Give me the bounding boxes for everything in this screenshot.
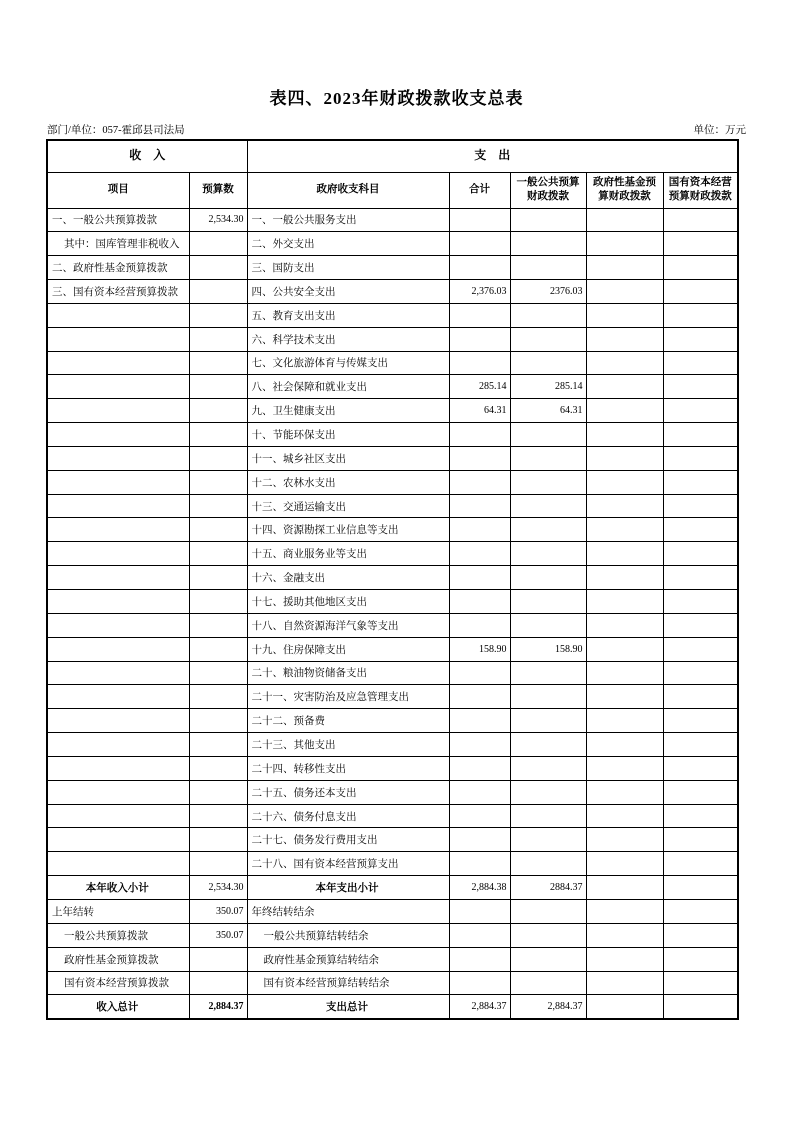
- income-item-cell: 政府性基金预算拨款: [47, 947, 189, 971]
- expense-general-budget-cell: [510, 852, 586, 876]
- expense-total-cell: [449, 518, 510, 542]
- expense-govfund-budget-cell: [586, 590, 663, 614]
- col-header-item: 项目: [47, 172, 189, 208]
- income-item-cell: [47, 852, 189, 876]
- expense-stateop-budget-cell: [663, 208, 738, 232]
- table-row: [47, 685, 738, 709]
- expense-stateop-budget-cell: [663, 375, 738, 399]
- expense-subject-cell: 一般公共预算结转结余: [247, 923, 449, 947]
- income-item-cell: 国有资本经营预算拨款: [47, 971, 189, 995]
- income-budget-cell: [189, 375, 247, 399]
- expense-subject-cell: 六、科学技术支出: [247, 327, 449, 351]
- expense-subject-cell: 政府性基金预算结转结余: [247, 947, 449, 971]
- table-row: [47, 494, 738, 518]
- expense-govfund-budget-cell: [586, 518, 663, 542]
- expense-govfund-budget-cell: [586, 661, 663, 685]
- income-item-cell: [47, 637, 189, 661]
- expense-subject-cell: 十三、交通运输支出: [247, 494, 449, 518]
- income-item-cell: [47, 685, 189, 709]
- table-row: [47, 566, 738, 590]
- income-item-cell: [47, 780, 189, 804]
- expense-general-budget-cell: [510, 494, 586, 518]
- income-budget-cell: [189, 947, 247, 971]
- expense-general-budget-cell: [510, 899, 586, 923]
- expense-stateop-budget-cell: [663, 303, 738, 327]
- expense-subject-cell: 十五、商业服务业等支出: [247, 542, 449, 566]
- income-budget-cell: 2,534.30: [189, 876, 247, 900]
- expense-stateop-budget-cell: [663, 351, 738, 375]
- expense-stateop-budget-cell: [663, 494, 738, 518]
- expense-general-budget-cell: 2884.37: [510, 876, 586, 900]
- income-item-cell: [47, 518, 189, 542]
- income-budget-cell: [189, 852, 247, 876]
- expense-govfund-budget-cell: [586, 780, 663, 804]
- table-group-header-row: [47, 140, 738, 172]
- expense-stateop-budget-cell: [663, 685, 738, 709]
- expense-total-cell: [449, 446, 510, 470]
- table-row: [47, 399, 738, 423]
- expense-stateop-budget-cell: [663, 566, 738, 590]
- expense-general-budget-cell: [510, 828, 586, 852]
- expense-stateop-budget-cell: [663, 280, 738, 304]
- expense-general-budget-cell: [510, 351, 586, 375]
- income-budget-cell: [189, 613, 247, 637]
- budget-summary-table: [46, 139, 739, 1020]
- expense-total-cell: [449, 566, 510, 590]
- income-budget-cell: 2,534.30: [189, 208, 247, 232]
- income-budget-cell: [189, 566, 247, 590]
- expense-total-cell: [449, 899, 510, 923]
- expense-govfund-budget-cell: [586, 828, 663, 852]
- expense-subject-cell: 二十一、灾害防治及应急管理支出: [247, 685, 449, 709]
- expense-general-budget-cell: [510, 613, 586, 637]
- expense-total-cell: [449, 661, 510, 685]
- expense-subject-cell: 十七、援助其他地区支出: [247, 590, 449, 614]
- expense-total-cell: [449, 685, 510, 709]
- expense-general-budget-cell: [510, 303, 586, 327]
- expense-total-cell: 2,884.38: [449, 876, 510, 900]
- expense-subject-cell: 十六、金融支出: [247, 566, 449, 590]
- expense-general-budget-cell: 2376.03: [510, 280, 586, 304]
- income-budget-cell: [189, 709, 247, 733]
- page-title: 表四、2023年财政拨款收支总表: [269, 89, 524, 108]
- table-row: [47, 637, 738, 661]
- income-item-cell: [47, 303, 189, 327]
- expense-govfund-budget-cell: [586, 804, 663, 828]
- expense-subject-cell: 十二、农林水支出: [247, 470, 449, 494]
- expense-subject-cell: 二十七、债务发行费用支出: [247, 828, 449, 852]
- col-header-general-budget: 一般公共预算财政拨款: [510, 172, 586, 208]
- expense-general-budget-cell: 2,884.37: [510, 995, 586, 1019]
- expense-stateop-budget-cell: [663, 923, 738, 947]
- meta-row: [47, 122, 746, 137]
- expense-total-cell: [449, 303, 510, 327]
- expense-govfund-budget-cell: [586, 685, 663, 709]
- expense-general-budget-cell: [510, 804, 586, 828]
- income-item-cell: [47, 542, 189, 566]
- income-budget-cell: [189, 303, 247, 327]
- col-header-subject: 政府收支科目: [247, 172, 449, 208]
- income-item-cell: 一般公共预算拨款: [47, 923, 189, 947]
- expense-total-cell: [449, 208, 510, 232]
- col-header-total: 合计: [449, 172, 510, 208]
- col-header-budget: 预算数: [189, 172, 247, 208]
- expense-general-budget-cell: [510, 923, 586, 947]
- expense-govfund-budget-cell: [586, 208, 663, 232]
- income-item-cell: [47, 661, 189, 685]
- table-row: [47, 613, 738, 637]
- table-row: [47, 947, 738, 971]
- expense-stateop-budget-cell: [663, 947, 738, 971]
- income-budget-cell: [189, 280, 247, 304]
- income-budget-cell: [189, 232, 247, 256]
- income-budget-cell: [189, 423, 247, 447]
- expense-total-cell: [449, 828, 510, 852]
- expense-general-budget-cell: 285.14: [510, 375, 586, 399]
- table-row: [47, 876, 738, 900]
- expense-total-cell: [449, 256, 510, 280]
- expense-govfund-budget-cell: [586, 923, 663, 947]
- expense-subject-cell: 二十二、预备费: [247, 709, 449, 733]
- expense-subject-cell: 二、外交支出: [247, 232, 449, 256]
- income-item-cell: 一、一般公共预算拨款: [47, 208, 189, 232]
- expense-general-budget-cell: [510, 423, 586, 447]
- expense-stateop-budget-cell: [663, 899, 738, 923]
- expense-general-budget-cell: 64.31: [510, 399, 586, 423]
- table-row: [47, 423, 738, 447]
- expense-stateop-budget-cell: [663, 399, 738, 423]
- expense-stateop-budget-cell: [663, 804, 738, 828]
- table-row: [47, 232, 738, 256]
- income-budget-cell: [189, 351, 247, 375]
- expense-general-budget-cell: [510, 590, 586, 614]
- expense-subject-cell: 十一、城乡社区支出: [247, 446, 449, 470]
- expense-govfund-budget-cell: [586, 423, 663, 447]
- currency-unit-label: 单位：万元: [693, 125, 746, 136]
- expense-group-header: 支 出: [247, 140, 738, 172]
- income-budget-cell: [189, 756, 247, 780]
- expense-general-budget-cell: [510, 709, 586, 733]
- income-budget-cell: [189, 590, 247, 614]
- expense-total-cell: [449, 852, 510, 876]
- expense-stateop-budget-cell: [663, 613, 738, 637]
- expense-stateop-budget-cell: [663, 733, 738, 757]
- expense-subject-cell: 七、文化旅游体育与传媒支出: [247, 351, 449, 375]
- expense-govfund-budget-cell: [586, 327, 663, 351]
- income-budget-cell: [189, 804, 247, 828]
- table-body: [47, 208, 738, 1019]
- expense-govfund-budget-cell: [586, 446, 663, 470]
- expense-general-budget-cell: [510, 446, 586, 470]
- expense-subject-cell: 一、一般公共服务支出: [247, 208, 449, 232]
- expense-general-budget-cell: 158.90: [510, 637, 586, 661]
- income-item-cell: [47, 470, 189, 494]
- income-item-cell: [47, 613, 189, 637]
- income-item-cell: 上年结转: [47, 899, 189, 923]
- expense-general-budget-cell: [510, 327, 586, 351]
- income-item-cell: [47, 733, 189, 757]
- expense-total-cell: 285.14: [449, 375, 510, 399]
- table-row: [47, 351, 738, 375]
- expense-subject-cell: 年终结转结余: [247, 899, 449, 923]
- expense-total-cell: [449, 923, 510, 947]
- expense-subject-cell: 国有资本经营预算结转结余: [247, 971, 449, 995]
- income-budget-cell: [189, 661, 247, 685]
- expense-total-cell: [449, 351, 510, 375]
- expense-total-cell: [449, 327, 510, 351]
- income-budget-cell: [189, 446, 247, 470]
- expense-general-budget-cell: [510, 971, 586, 995]
- expense-stateop-budget-cell: [663, 256, 738, 280]
- expense-govfund-budget-cell: [586, 375, 663, 399]
- table-row: [47, 470, 738, 494]
- table-row: [47, 828, 738, 852]
- table-row: [47, 446, 738, 470]
- expense-subject-cell: 本年支出小计: [247, 876, 449, 900]
- income-item-cell: 二、政府性基金预算拨款: [47, 256, 189, 280]
- expense-stateop-budget-cell: [663, 780, 738, 804]
- income-item-cell: [47, 446, 189, 470]
- expense-stateop-budget-cell: [663, 542, 738, 566]
- expense-subject-cell: 十八、自然资源海洋气象等支出: [247, 613, 449, 637]
- income-budget-cell: [189, 256, 247, 280]
- expense-govfund-budget-cell: [586, 613, 663, 637]
- income-item-cell: 三、国有资本经营预算拨款: [47, 280, 189, 304]
- expense-govfund-budget-cell: [586, 470, 663, 494]
- income-group-header: 收 入: [47, 140, 247, 172]
- table-row: [47, 923, 738, 947]
- expense-total-cell: [449, 947, 510, 971]
- expense-subject-cell: 二十三、其他支出: [247, 733, 449, 757]
- expense-govfund-budget-cell: [586, 232, 663, 256]
- income-budget-cell: [189, 733, 247, 757]
- expense-subject-cell: 十、节能环保支出: [247, 423, 449, 447]
- expense-subject-cell: 二十、粮油物资储备支出: [247, 661, 449, 685]
- expense-total-cell: [449, 470, 510, 494]
- expense-general-budget-cell: [510, 256, 586, 280]
- expense-subject-cell: 三、国防支出: [247, 256, 449, 280]
- table-row: [47, 303, 738, 327]
- table-row: [47, 256, 738, 280]
- income-item-cell: [47, 494, 189, 518]
- table-row: [47, 518, 738, 542]
- income-budget-cell: 2,884.37: [189, 995, 247, 1019]
- expense-subject-cell: 支出总计: [247, 995, 449, 1019]
- expense-total-cell: [449, 542, 510, 566]
- expense-subject-cell: 五、教育支出支出: [247, 303, 449, 327]
- table-row: [47, 590, 738, 614]
- expense-total-cell: 2,884.37: [449, 995, 510, 1019]
- expense-govfund-budget-cell: [586, 899, 663, 923]
- expense-total-cell: 158.90: [449, 637, 510, 661]
- income-item-cell: [47, 351, 189, 375]
- expense-general-budget-cell: [510, 756, 586, 780]
- income-budget-cell: [189, 685, 247, 709]
- expense-total-cell: [449, 590, 510, 614]
- expense-subject-cell: 二十五、债务还本支出: [247, 780, 449, 804]
- income-budget-cell: [189, 470, 247, 494]
- expense-stateop-budget-cell: [663, 446, 738, 470]
- expense-stateop-budget-cell: [663, 518, 738, 542]
- expense-subject-cell: 十四、资源勘探工业信息等支出: [247, 518, 449, 542]
- expense-general-budget-cell: [510, 733, 586, 757]
- expense-total-cell: [449, 756, 510, 780]
- expense-govfund-budget-cell: [586, 637, 663, 661]
- table-column-header-row: [47, 172, 738, 208]
- expense-total-cell: 64.31: [449, 399, 510, 423]
- col-header-govfund-budget: 政府性基金预算财政拨款: [586, 172, 663, 208]
- expense-stateop-budget-cell: [663, 852, 738, 876]
- expense-total-cell: [449, 613, 510, 637]
- expense-govfund-budget-cell: [586, 756, 663, 780]
- expense-total-cell: [449, 971, 510, 995]
- expense-stateop-budget-cell: [663, 590, 738, 614]
- expense-general-budget-cell: [510, 208, 586, 232]
- income-item-cell: [47, 375, 189, 399]
- expense-govfund-budget-cell: [586, 280, 663, 304]
- expense-general-budget-cell: [510, 685, 586, 709]
- income-item-cell: [47, 327, 189, 351]
- expense-govfund-budget-cell: [586, 542, 663, 566]
- expense-general-budget-cell: [510, 947, 586, 971]
- expense-govfund-budget-cell: [586, 256, 663, 280]
- expense-total-cell: [449, 423, 510, 447]
- expense-govfund-budget-cell: [586, 566, 663, 590]
- expense-stateop-budget-cell: [663, 756, 738, 780]
- expense-total-cell: [449, 494, 510, 518]
- income-budget-cell: [189, 542, 247, 566]
- table-row: [47, 280, 738, 304]
- expense-stateop-budget-cell: [663, 232, 738, 256]
- expense-subject-cell: 二十六、债务付息支出: [247, 804, 449, 828]
- expense-general-budget-cell: [510, 566, 586, 590]
- expense-govfund-budget-cell: [586, 876, 663, 900]
- expense-stateop-budget-cell: [663, 971, 738, 995]
- col-header-stateop-budget: 国有资本经营预算财政拨款: [663, 172, 738, 208]
- income-budget-cell: [189, 399, 247, 423]
- income-budget-cell: 350.07: [189, 899, 247, 923]
- income-item-cell: [47, 828, 189, 852]
- income-budget-cell: [189, 494, 247, 518]
- expense-govfund-budget-cell: [586, 733, 663, 757]
- income-item-cell: 收入总计: [47, 995, 189, 1019]
- expense-govfund-budget-cell: [586, 852, 663, 876]
- table-row: [47, 208, 738, 232]
- expense-subject-cell: 十九、住房保障支出: [247, 637, 449, 661]
- table-row: [47, 995, 738, 1019]
- income-budget-cell: [189, 971, 247, 995]
- income-item-cell: [47, 756, 189, 780]
- expense-general-budget-cell: [510, 542, 586, 566]
- expense-subject-cell: 八、社会保障和就业支出: [247, 375, 449, 399]
- income-item-cell: 本年收入小计: [47, 876, 189, 900]
- income-item-cell: [47, 566, 189, 590]
- expense-stateop-budget-cell: [663, 995, 738, 1019]
- table-row: [47, 327, 738, 351]
- expense-subject-cell: 四、公共安全支出: [247, 280, 449, 304]
- expense-stateop-budget-cell: [663, 828, 738, 852]
- table-row: [47, 756, 738, 780]
- income-item-cell: [47, 804, 189, 828]
- table-row: [47, 899, 738, 923]
- department-unit-label: 部门/单位：057-霍邱县司法局: [47, 125, 185, 136]
- expense-govfund-budget-cell: [586, 995, 663, 1019]
- expense-stateop-budget-cell: [663, 423, 738, 447]
- income-item-cell: 其中：国库管理非税收入: [47, 232, 189, 256]
- expense-stateop-budget-cell: [663, 661, 738, 685]
- table-row: [47, 971, 738, 995]
- expense-stateop-budget-cell: [663, 637, 738, 661]
- expense-stateop-budget-cell: [663, 709, 738, 733]
- expense-total-cell: 2,376.03: [449, 280, 510, 304]
- income-item-cell: [47, 709, 189, 733]
- expense-total-cell: [449, 709, 510, 733]
- income-budget-cell: 350.07: [189, 923, 247, 947]
- income-budget-cell: [189, 780, 247, 804]
- expense-govfund-budget-cell: [586, 399, 663, 423]
- expense-subject-cell: 二十八、国有资本经营预算支出: [247, 852, 449, 876]
- expense-govfund-budget-cell: [586, 709, 663, 733]
- table-row: [47, 733, 738, 757]
- expense-stateop-budget-cell: [663, 876, 738, 900]
- table-row: [47, 709, 738, 733]
- expense-subject-cell: 九、卫生健康支出: [247, 399, 449, 423]
- expense-govfund-budget-cell: [586, 303, 663, 327]
- income-budget-cell: [189, 637, 247, 661]
- table-row: [47, 852, 738, 876]
- table-row: [47, 780, 738, 804]
- expense-total-cell: [449, 780, 510, 804]
- expense-total-cell: [449, 232, 510, 256]
- income-item-cell: [47, 399, 189, 423]
- expense-govfund-budget-cell: [586, 351, 663, 375]
- income-item-cell: [47, 423, 189, 447]
- income-item-cell: [47, 590, 189, 614]
- expense-general-budget-cell: [510, 780, 586, 804]
- table-row: [47, 804, 738, 828]
- expense-general-budget-cell: [510, 470, 586, 494]
- expense-general-budget-cell: [510, 661, 586, 685]
- expense-subject-cell: 二十四、转移性支出: [247, 756, 449, 780]
- expense-govfund-budget-cell: [586, 971, 663, 995]
- expense-general-budget-cell: [510, 518, 586, 542]
- income-budget-cell: [189, 518, 247, 542]
- expense-stateop-budget-cell: [663, 327, 738, 351]
- table-row: [47, 542, 738, 566]
- expense-general-budget-cell: [510, 232, 586, 256]
- expense-govfund-budget-cell: [586, 947, 663, 971]
- table-row: [47, 661, 738, 685]
- expense-total-cell: [449, 804, 510, 828]
- income-budget-cell: [189, 327, 247, 351]
- expense-stateop-budget-cell: [663, 470, 738, 494]
- table-row: [47, 375, 738, 399]
- expense-total-cell: [449, 733, 510, 757]
- expense-govfund-budget-cell: [586, 494, 663, 518]
- income-budget-cell: [189, 828, 247, 852]
